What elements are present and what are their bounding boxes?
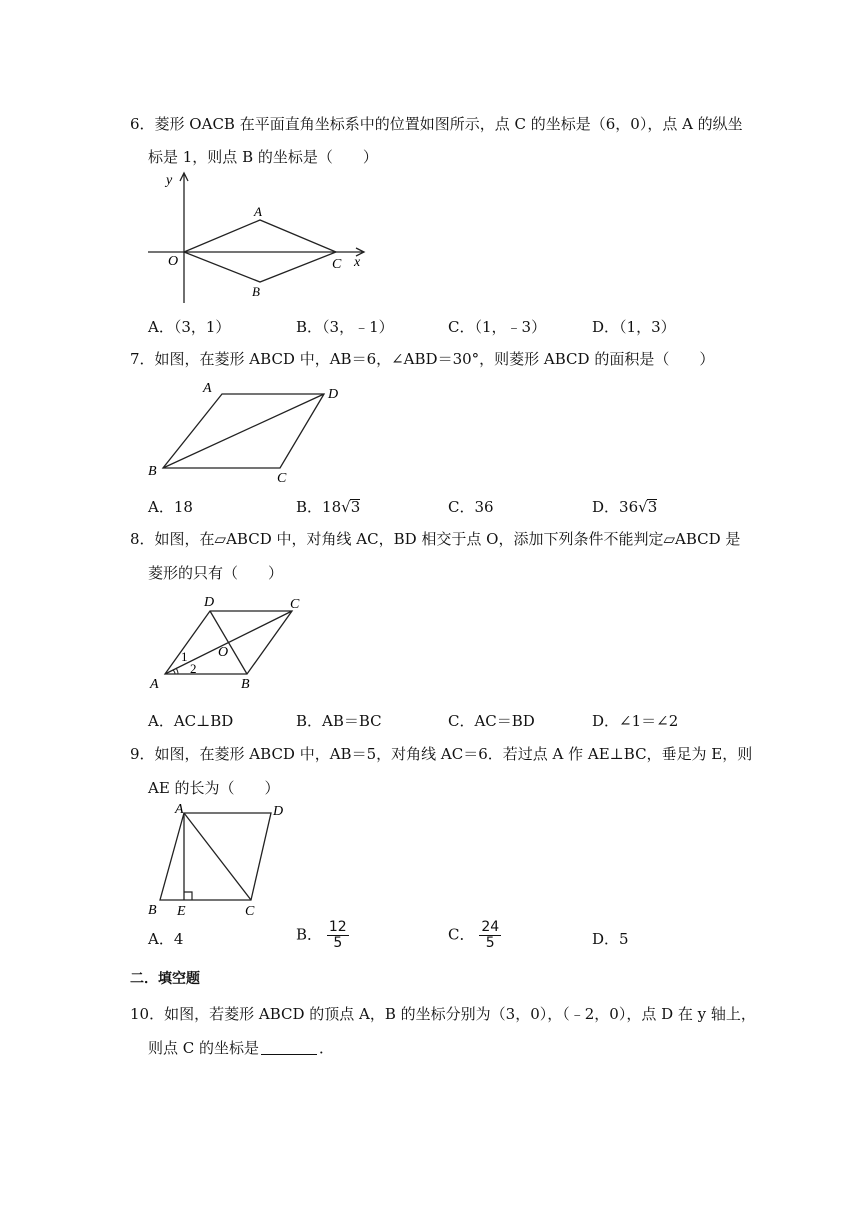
point-a-label: A <box>175 802 184 817</box>
q8-option-c[interactable]: C．AC＝BD <box>448 712 535 730</box>
right-angle-icon <box>184 892 192 900</box>
y-axis-label: y <box>166 173 173 188</box>
point-a-label: A <box>254 204 262 219</box>
point-c-label: C <box>245 904 255 919</box>
angle-2-label: 2 <box>190 661 197 676</box>
diagonal-ac <box>184 813 251 900</box>
q10-stem-line2-suffix: ． <box>319 1039 335 1057</box>
q7-figure <box>140 375 360 485</box>
q9-figure <box>140 800 300 920</box>
q10-stem-line2-prefix: 则点 C 的坐标是 <box>148 1039 260 1057</box>
sqrt-icon: √ <box>341 498 351 516</box>
q6-option-c[interactable]: C．（1，﹣3） <box>448 318 547 336</box>
numerator: 24 <box>481 919 500 935</box>
denominator: 5 <box>333 935 343 951</box>
q7-option-a[interactable]: A．18 <box>148 498 193 516</box>
rhombus-oacb <box>184 220 336 282</box>
q9-option-d[interactable]: D．5 <box>592 930 629 948</box>
q8-option-a[interactable]: A．AC⊥BD <box>148 712 234 730</box>
q10-stem-line2 <box>148 1037 334 1058</box>
point-a-label: A <box>150 677 159 692</box>
point-b-label: B <box>241 677 250 692</box>
q6-stem-line1: 6．菱形 OACB 在平面直角坐标系中的位置如图所示，点 C 的坐标是（6，0），点 A 的纵坐 <box>130 115 743 133</box>
q8-stem-line2: 菱形的只有（ ） <box>148 564 284 582</box>
point-b-label: B <box>252 284 260 299</box>
q9-option-b-prefix: B． <box>296 925 323 944</box>
q8-figure <box>140 590 340 695</box>
point-d-label: D <box>273 804 284 819</box>
q9-stem-line1: 9．如图，在菱形 ABCD 中，AB＝5，对角线 AC＝6．若过点 A 作 AE⊥BC，垂足为 E，则 <box>130 745 753 763</box>
q8-option-b[interactable]: B．AB＝BC <box>296 712 382 730</box>
angle-arc-1 <box>176 668 178 674</box>
point-d-label: D <box>328 387 339 402</box>
q7-option-d-radicand: 3 <box>647 498 658 516</box>
fraction <box>479 920 501 951</box>
point-b-label: B <box>148 464 157 479</box>
q7-option-b[interactable] <box>296 496 360 517</box>
q8-option-d[interactable]: D．∠1＝∠2 <box>592 712 679 730</box>
q6-option-d[interactable]: D．（1，3） <box>592 318 676 336</box>
numerator: 12 <box>328 919 347 935</box>
point-c-label: C <box>332 257 342 272</box>
q8-stem-line1: 8．如图，在▱ABCD 中，对角线 AC，BD 相交于点 O，添加下列条件不能判定▱ABCD 是 <box>130 530 741 548</box>
q7-option-d[interactable] <box>592 496 657 517</box>
point-o-label: O <box>218 645 229 660</box>
point-b-label: B <box>148 903 157 918</box>
point-e-label: E <box>177 904 186 919</box>
sqrt-icon: √ <box>638 498 648 516</box>
q7-option-b-prefix: B．18 <box>296 498 342 516</box>
diagonal-bd <box>163 394 324 468</box>
section-heading: 二．填空题 <box>130 971 200 987</box>
q7-option-b-radicand: 3 <box>350 498 361 516</box>
angle-1-label: 1 <box>181 649 188 664</box>
q9-option-c[interactable] <box>448 920 501 951</box>
q9-option-c-prefix: C． <box>448 925 475 944</box>
diagonal-bd <box>210 611 247 674</box>
point-c-label: C <box>277 471 287 485</box>
point-d-label: D <box>204 595 215 610</box>
rhombus-abcd <box>160 813 271 900</box>
q7-stem-line1: 7．如图，在菱形 ABCD 中，AB＝6，∠ABD＝30°，则菱形 ABCD 的面积是（ ） <box>130 350 715 368</box>
answer-blank[interactable] <box>261 1053 317 1055</box>
fraction <box>327 920 349 951</box>
q7-option-d-prefix: D．36 <box>592 498 639 516</box>
q6-option-a[interactable]: A．（3，1） <box>148 318 231 336</box>
q9-stem-line2: AE 的长为（ ） <box>148 779 280 797</box>
q6-option-b[interactable]: B．（3，﹣1） <box>296 318 394 336</box>
denominator: 5 <box>485 935 495 951</box>
q6-stem-line2: 标是 1，则点 B 的坐标是（ ） <box>148 148 378 166</box>
point-o-label: O <box>168 254 179 269</box>
point-a-label: A <box>203 381 212 396</box>
q6-figure <box>140 168 380 308</box>
q7-option-c[interactable]: C．36 <box>448 498 494 516</box>
x-axis-label: x <box>354 255 361 270</box>
q10-stem-line1: 10．如图，若菱形 ABCD 的顶点 A，B 的坐标分别为（3，0），（﹣2，0），点 D 在 y 轴上， <box>130 1005 756 1023</box>
q9-option-b[interactable] <box>296 920 349 951</box>
point-c-label: C <box>290 597 300 612</box>
q9-option-a[interactable]: A．4 <box>148 930 184 948</box>
